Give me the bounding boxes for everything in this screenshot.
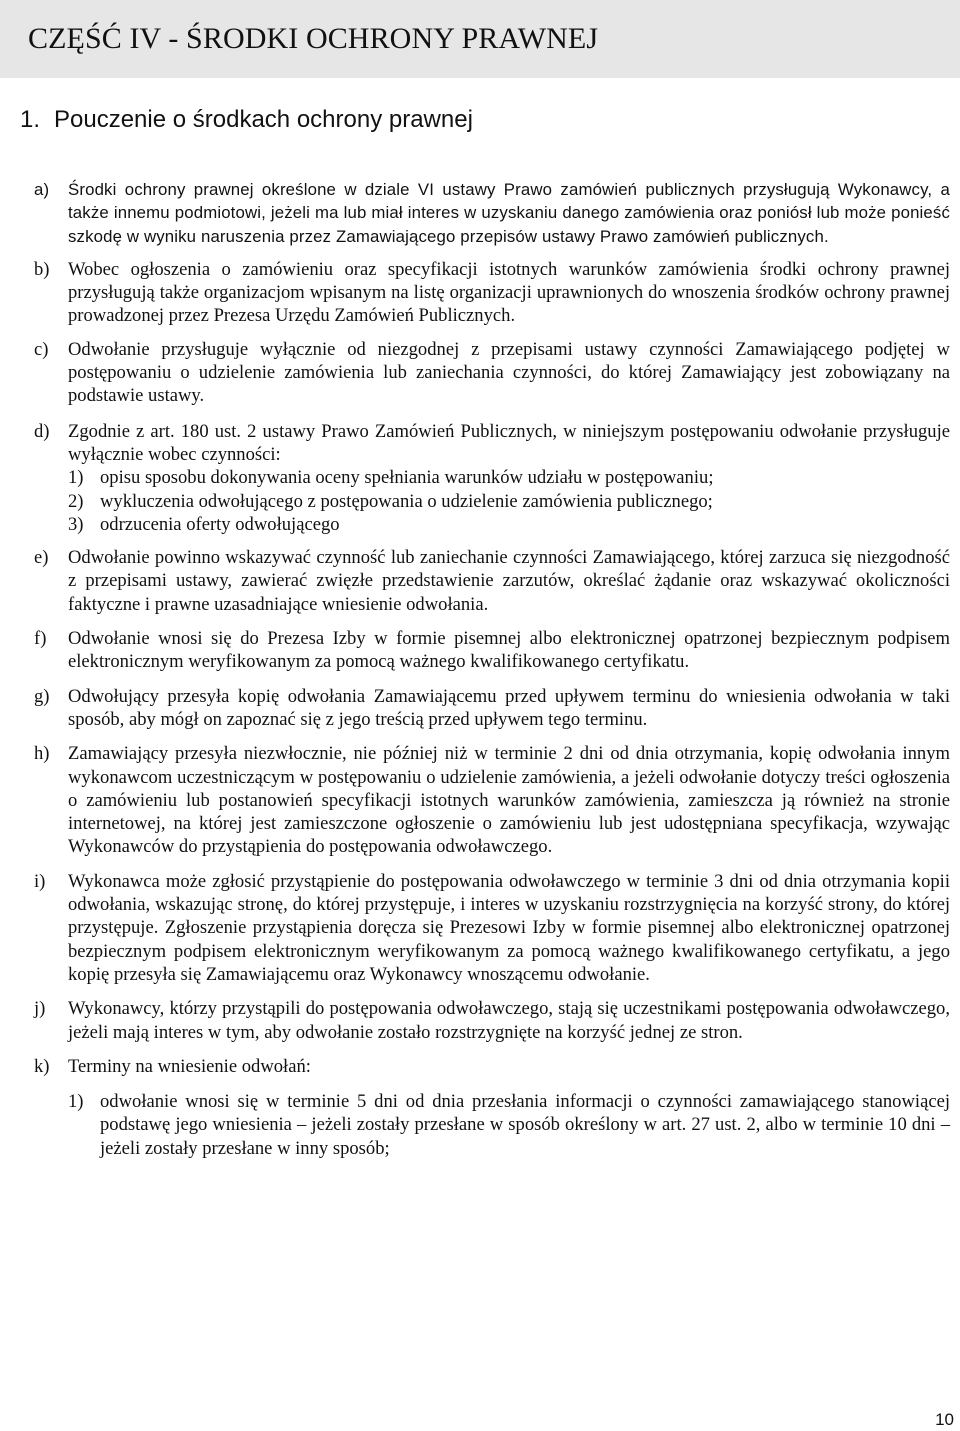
item-text: Odwołanie powinno wskazywać czynność lub zaniechanie czynności Zamawiającego, której zarzuca się niezgodność z przepisami ustawy, zawierać zwięzłe przedstawienie zarzutów, określać żądanie oraz wskazywać okoliczności faktyczne i prawne uzasadniające wniesienie odwołania.	[68, 547, 950, 615]
part-header	[0, 0, 960, 78]
sub-list-k	[68, 1090, 950, 1160]
list-item-h	[34, 742, 950, 858]
item-text: Zamawiający przesyła niezwłocznie, nie później niż w terminie 2 dni od dnia otrzymania, kopię odwołania innym wykonawcom uczestniczącym w postępowaniu o udzielenie zamówienia, a jeżeli odwołanie dotyczy treści ogłoszenia o zamówieniu lub postanowień specyfikacji istotnych warunków zamówienia, zamieszcza ją również na stronie internetowej, na której jest zamieszczone ogłoszenie o zamówieniu lub jest udostępniana specyfikacja, wzywając Wykonawców do przystąpienia do postępowania odwoławczego.	[68, 743, 950, 858]
sub-item-text: opisu sposobu dokonywania oceny spełniania warunków udziału w postępowaniu;	[100, 467, 714, 489]
item-text: Wykonawcy, którzy przystąpili do postępowania odwoławczego, stają się uczestnikami postępowania odwoławczego, jeżeli mają interes w tym, aby odwołanie zostało rozstrzygnięte na korzyść jednej ze stron.	[68, 998, 950, 1043]
item-letter: a)	[34, 180, 50, 199]
item-text: Wobec ogłoszenia o zamówieniu oraz specyfikacji istotnych warunków zamówienia środki ochrony prawnej przysługują także organizacjom wpisanym na listę organizacji uprawnionych do wnoszenia środków ochrony prawnej prowadzonej przez Prezesa Urzędu Zamówień Publicznych.	[68, 258, 950, 327]
item-text: Odwołanie przysługuje wyłącznie od niezgodnej z przepisami ustawy czynności Zamawiającego podjętej w postępowaniu o udzielenie zamówienia lub zaniechania czynności, do której Zamawiający jest zobowiązany na podstawie ustawy.	[68, 338, 950, 407]
item-text: Wykonawca może zgłosić przystąpienie do postępowania odwoławczego w terminie 3 dni od dnia otrzymania kopii odwołania, wskazując stronę, do której przystępuje, i interes w uzyskaniu rozstrzygnięcia na korzyść strony, do której przystępuje. Zgłoszenie przystąpienia doręcza się Prezesowi Izby w formie pisemnej albo elektronicznej opatrzonej bezpiecznym podpisem elektronicznym weryfikowanym za pomocą ważnego kwalifikowanego certyfikatu, a jego kopię przesyła się Zamawiającemu oraz Wykonawcy wnoszącemu odwołanie.	[68, 870, 950, 985]
list-item-g	[34, 685, 950, 732]
page-number: 10	[935, 1410, 954, 1429]
item-letter: b)	[34, 258, 50, 280]
item-letter: k)	[34, 1055, 50, 1077]
item-text: Zgodnie z art. 180 ust. 2 ustawy Prawo Zamówień Publicznych, w niniejszym postępowaniu odwołanie przysługuje wyłącznie wobec czynności:	[68, 420, 950, 465]
sub-item-text: odwołanie wnosi się w terminie 5 dni od dnia przesłania informacji o czynności zamawiającego stanowiącej podstawę jego wniesienia – jeżeli zostały przesłane w sposób określony w art. 27 ust. 2, albo w terminie 10 dni – jeżeli zostały przesłane w inny sposób;	[100, 1091, 950, 1159]
sub-item-number: 2)	[68, 490, 84, 512]
item-text: Odwołanie wnosi się do Prezesa Izby w formie pisemnej albo elektronicznej opatrzonej bezpiecznym podpisem elektronicznym weryfikowanym za pomocą ważnego kwalifikowanego certyfikatu.	[68, 628, 950, 673]
list-item-k	[34, 1055, 950, 1160]
section-heading	[20, 104, 473, 136]
list-item-f	[34, 627, 950, 674]
sub-item-number: 1)	[68, 1091, 84, 1113]
item-letter: j)	[34, 998, 46, 1020]
sub-item	[68, 513, 950, 536]
item-letter: f)	[34, 628, 47, 650]
item-text: Terminy na wniesienie odwołań:	[68, 1055, 311, 1077]
remedies-list	[34, 178, 950, 1160]
sub-item	[68, 466, 950, 489]
list-item-c	[34, 338, 950, 408]
item-letter: g)	[34, 685, 50, 707]
sub-item	[68, 1090, 950, 1160]
section-number: 1.	[20, 106, 41, 133]
item-text: Odwołujący przesyła kopię odwołania Zamawiającemu przed upływem terminu do wniesienia odwołania w taki sposób, aby mógł on zapoznać się z jego treścią przed upływem tego terminu.	[68, 685, 950, 730]
item-letter: d)	[34, 420, 50, 442]
sub-list-d	[68, 466, 950, 536]
sub-item-text: odrzucenia oferty odwołującego	[100, 513, 340, 535]
list-item-b	[34, 258, 950, 328]
item-letter: c)	[34, 338, 49, 360]
list-item-a	[34, 178, 950, 248]
item-text: Środki ochrony prawnej określone w dziale VI ustawy Prawo zamówień publicznych przysługują Wykonawcy, a także innemu podmiotowi, jeżeli ma lub miał interes w uzyskaniu danego zamówienia oraz poniósł lub może ponieść szkodę w wyniku naruszenia przez Zamawiającego przepisów ustawy Prawo zamówień publicznych.	[68, 180, 950, 246]
list-item-d	[34, 420, 950, 536]
section-title: Pouczenie o środkach ochrony prawnej	[54, 106, 473, 133]
sub-item-text: wykluczenia odwołującego z postępowania o udzielenie zamówienia publicznego;	[100, 490, 713, 512]
item-letter: h)	[34, 743, 50, 765]
list-item-i	[34, 870, 950, 986]
part-title: CZĘŚĆ IV - ŚRODKI OCHRONY PRAWNEJ	[28, 22, 599, 55]
sub-item-number: 3)	[68, 513, 84, 535]
sub-item	[68, 490, 950, 513]
item-letter: i)	[34, 870, 46, 892]
list-item-e	[34, 546, 950, 616]
item-letter: e)	[34, 547, 49, 569]
sub-item-number: 1)	[68, 467, 84, 489]
list-item-j	[34, 997, 950, 1044]
